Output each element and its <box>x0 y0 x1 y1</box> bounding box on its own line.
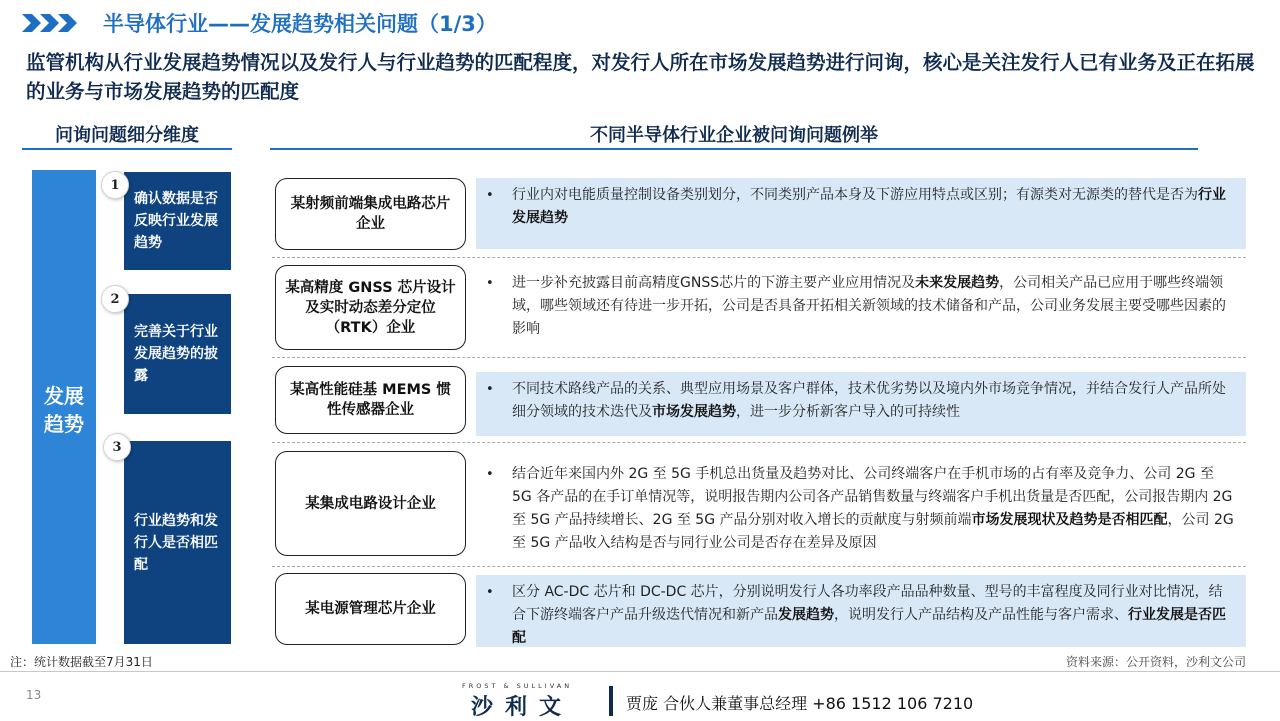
footnote: 注：统计数据截至7月31日 <box>10 655 153 669</box>
question-description <box>476 575 1246 647</box>
left-heading-underline <box>22 148 232 150</box>
description-text: ，进一步分析新客户导入的可持续性 <box>736 404 960 420</box>
highlight-text: 市场发展趋势 <box>652 404 736 420</box>
dimension-item-2 <box>124 294 231 414</box>
description-text: ，说明发行人产品结构及产品性能与客户需求、 <box>834 607 1128 623</box>
contact-info: 贾庞 合伙人兼董事总经理 +86 1512 106 7210 <box>626 694 974 713</box>
page-number: 13 <box>26 688 42 702</box>
question-description <box>476 372 1246 436</box>
description-text: 行业内对电能质量控制设备类别划分，不同类别产品本身及下游应用特点或区别；有源类对无源类的替代是否为 <box>512 187 1198 203</box>
description-text: 进一步补充披露目前高精度GNSS芯片的下游主要产业应用情况及 <box>512 275 916 291</box>
highlight-text: 发展趋势 <box>778 607 834 623</box>
logo-tagline: FROST & SULLIVAN <box>462 682 573 690</box>
description-text: 不同技术路线产品的关系、典型应用场景及客户群体，技术优劣势以及境内外市场竞争情况，并结合发行人产品所处细分领域的技术迭代及 <box>512 381 1226 420</box>
company-logo: 沙利文 <box>471 694 574 720</box>
bullet-icon: • <box>486 467 494 482</box>
row-separator <box>272 566 1246 567</box>
highlight-text: 行业发展趋势 <box>512 187 1226 226</box>
question-description <box>476 178 1246 249</box>
footer-divider <box>0 671 1280 672</box>
question-description <box>476 266 1246 350</box>
description-text: 区分 AC-DC 芯片和 DC-DC 芯片，分别说明发行人各功率段产品品种数量、型号的丰富程度及同行业对比情况，结合下游终端客户产品升级迭代情况和新产品 <box>512 584 1223 623</box>
highlight-text: 未来发展趋势 <box>915 275 1000 291</box>
bullet-icon: • <box>486 188 494 203</box>
bullet-icon: • <box>486 585 494 600</box>
page-subtitle: 监管机构从行业发展趋势情况以及发行人与行业趋势的匹配程度，对发行人所在市场发展趋势进行问询，核心是关注发行人已有业务及正在拓展的业务与市场发展趋势的匹配度 <box>26 51 1255 103</box>
dimension-item-label: 行业趋势和发行人是否相匹配 <box>134 512 218 573</box>
description-text: 结合近年来国内外 2G 至 5G 手机总出货量及趋势对比、公司终端客户在手机市场的占有率及竞争力、公司 2G 至 5G 各产品的在手订单情况等，说明报告期内公司各产品销售数量与终端客户手机出货量是否匹配，公司报告期内 2G 至 5G 产品持续增长、2G 至 5G 产品分别对收入增长的贡献度与射频前端 <box>512 466 1233 528</box>
row-separator <box>272 442 1246 443</box>
bullet-icon: • <box>486 276 494 291</box>
description-text: ，公司相关产品已应用于哪些终端领域，哪些领域还有待进一步开拓，公司是否具备开拓相关新领域的技术储备和产品，公司业务发展主要受哪些因素的影响 <box>512 275 1226 337</box>
dimension-item-1 <box>124 172 231 270</box>
question-description <box>476 457 1246 560</box>
highlight-text: 市场发展现状及趋势是否相匹配 <box>971 512 1168 528</box>
dimension-main-label: 发展 趋势 <box>44 384 84 436</box>
logo-divider <box>609 686 613 716</box>
triple-chevron-icon <box>22 12 78 34</box>
company-box: 某高性能硅基 MEMS 惯性传感器企业 <box>275 366 466 434</box>
dimension-item-label: 确认数据是否反映行业发展趋势 <box>134 191 218 251</box>
source-note: 资料来源：公开资料，沙利文公司 <box>1065 655 1246 669</box>
step-number-badge: 3 <box>103 433 131 461</box>
row-separator <box>272 257 1246 258</box>
dimension-item-3 <box>124 441 231 644</box>
company-box: 某电源管理芯片企业 <box>275 573 466 645</box>
company-box: 某集成电路设计企业 <box>275 451 466 556</box>
right-heading-underline <box>270 148 1198 150</box>
bullet-icon: • <box>486 382 494 397</box>
right-column-heading: 不同半导体行业企业被问询问题例举 <box>590 125 878 146</box>
description-text: ，公司 2G 至 5G 产品收入结构是否与同行业公司是否存在差异及原因 <box>512 512 1234 551</box>
row-separator <box>272 357 1246 358</box>
highlight-text: 行业发展是否匹配 <box>512 607 1226 646</box>
company-box: 某高精度 GNSS 芯片设计及实时动态差分定位（RTK）企业 <box>275 265 466 350</box>
company-box: 某射频前端集成电路芯片企业 <box>275 178 466 250</box>
left-column-heading: 问询问题细分维度 <box>55 125 199 146</box>
step-number-badge: 2 <box>101 285 129 313</box>
page-title: 半导体行业——发展趋势相关问题（1/3） <box>103 12 497 36</box>
dimension-item-label: 完善关于行业发展趋势的披露 <box>134 324 218 384</box>
step-number-badge: 1 <box>101 171 129 199</box>
